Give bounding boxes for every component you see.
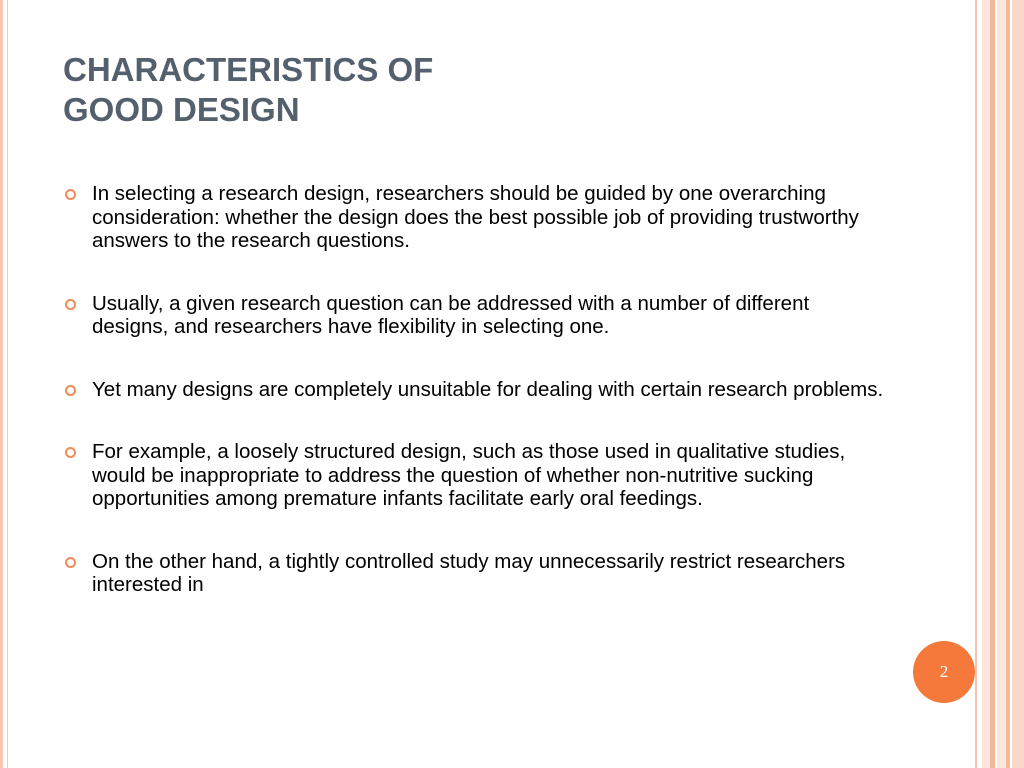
bullet-item: [64, 378, 884, 402]
bullet-item: [64, 550, 884, 597]
left-border-line: [0, 0, 3, 768]
right-decor-stripe: [982, 0, 990, 768]
right-decor-stripe: [975, 0, 977, 768]
slide-title-line-2: GOOD DESIGN: [63, 91, 300, 128]
right-decor-stripe: [1006, 0, 1010, 768]
bullet-text: In selecting a research design, researchers should be guided by one overarching consideration: whether the design does the best possible job of providing trustworthy answers to the research questions.: [92, 182, 859, 252]
circle-bullet-icon: [65, 299, 76, 310]
bullet-item: [64, 292, 884, 339]
right-decor-stripe: [997, 0, 1006, 768]
page-number: 2: [939, 662, 949, 681]
bullet-item: [64, 182, 884, 253]
bullet-text: Yet many designs are completely unsuitable for dealing with certain research problems.: [92, 377, 884, 401]
bullet-text: Usually, a given research question can be addressed with a number of different designs, and researchers have flexibility in selecting one.: [92, 291, 810, 338]
bullet-text: For example, a loosely structured design, such as those used in qualitative studies, would be inappropriate to address the question of whether non-nutritive sucking opportunities among premature infants facilitate early oral feedings.: [92, 440, 846, 510]
slide-title-line-1: CHARACTERISTICS OF: [63, 51, 434, 88]
slide-title: [63, 50, 763, 130]
circle-bullet-icon: [65, 557, 76, 568]
circle-bullet-icon: [65, 385, 76, 396]
left-border-line: [7, 0, 8, 768]
right-decor-stripe: [1012, 0, 1024, 768]
bullet-text: On the other hand, a tightly controlled study may unnecessarily restrict researchers interested in: [92, 549, 846, 596]
circle-bullet-icon: [65, 447, 76, 458]
bullet-item: [64, 440, 884, 511]
bullet-list: [64, 182, 884, 597]
circle-bullet-icon: [65, 189, 76, 200]
right-decor-stripe: [990, 0, 995, 768]
page-number-badge: [913, 641, 975, 703]
